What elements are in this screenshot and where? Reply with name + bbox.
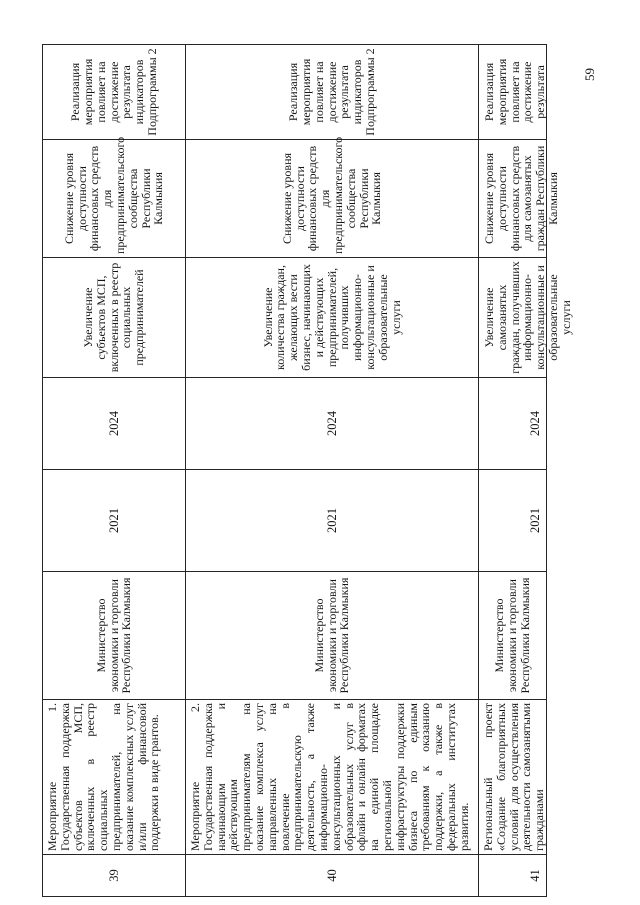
measure-name-cell (186, 699, 479, 854)
row-number: 39 (106, 869, 121, 882)
start-year-cell (43, 469, 186, 571)
executor-cell (43, 571, 186, 699)
indicators-link-cell (186, 44, 479, 139)
measures-table (42, 44, 573, 897)
consequences-cell (43, 136, 186, 257)
end-year: 2024 (528, 411, 543, 436)
consequences: Снижение уровня доступности финансовых средств для предпринимательского сообщества Республики Калмыкия (279, 136, 384, 254)
end-year-cell (479, 377, 547, 469)
end-year: 2024 (106, 411, 121, 436)
expected-result: Увеличение количества граждан, желающих вести бизнес, начинающих и действующих предпринимателей, получивших информационно-консультационные и образовательные услуги (260, 264, 403, 371)
page-number: 59 (582, 68, 597, 81)
measure-name: Мероприятие 1. Государственная поддержка субъектов МСП, включенных в реестр социальных предпринимателей, на оказание комплексных услуг и/или финансовой поддержки в виде грантов. (45, 703, 162, 851)
end-year-cell (43, 377, 186, 469)
start-year: 2021 (106, 508, 121, 533)
measure-name: Мероприятие 2. Государственная поддержка начинающим и действующим предпринимателям на оказание комплекса услуг направленных на вовлечение в предпринимательскую деятельность, а также информационно-консультационных и образовательных услуг в офлайн и онлайн форматах на единой площадке региональной инфраструктуры поддержки бизнеса по единым требованиям к оказанию поддержки, а также в федеральных институтах развития. (188, 703, 471, 851)
indicators-link-cell (43, 44, 186, 139)
expected-result: Увеличение самозанятых граждан, получивших информационно-консультационные и образовательные услуги (482, 261, 573, 374)
indicators-link: Реализация мероприятия повлияет на достижение результата индикаторов Подпрограммы 2 (68, 48, 159, 136)
row-number: 41 (528, 869, 543, 882)
executor-cell (186, 571, 479, 699)
consequences-cell (479, 139, 560, 257)
row-number: 40 (324, 869, 339, 882)
executor-cell (479, 571, 547, 699)
start-year: 2021 (324, 508, 339, 533)
measure-name-cell (43, 699, 186, 854)
expected-result: Увеличение субъектов МСП, включенных в реестр социальных предпринимателей (81, 262, 147, 373)
indicators-link: Реализация мероприятия повлияет на достижение результата индикаторов Подпрограммы 2 (286, 48, 377, 136)
start-year-cell (479, 469, 547, 571)
expected-result-cell (479, 257, 573, 377)
executor: Министерство экономики и торговли Республики Калмыкия (93, 577, 134, 694)
end-year-cell (186, 377, 479, 469)
consequences: Снижение уровня доступности финансовых средств для предпринимательского сообщества Республики Калмыкия (61, 136, 166, 254)
consequences-cell (186, 136, 479, 257)
expected-result-cell (186, 257, 479, 377)
executor: Министерство экономики и торговли Республики Калмыкия (492, 577, 532, 694)
executor: Министерство экономики и торговли Республики Калмыкия (311, 577, 352, 694)
row-number-cell (186, 854, 479, 896)
indicators-link-cell (479, 44, 547, 139)
indicators-link: Реализация мероприятия повлияет на достижение результата (482, 58, 548, 126)
row-number-cell (479, 854, 547, 896)
measure-name: Региональный проект «Создание благоприятных условий для осуществления деятельности самозанятыми гражданами (481, 703, 547, 851)
start-year-cell (186, 469, 479, 571)
row-number-cell (43, 854, 186, 896)
end-year: 2024 (324, 411, 339, 436)
start-year: 2021 (528, 508, 543, 533)
expected-result-cell (43, 257, 186, 377)
consequences: Снижение уровня доступности финансовых средств для самозанятых граждан Республики Калмыкия (482, 145, 560, 252)
measure-name-cell (479, 699, 547, 854)
